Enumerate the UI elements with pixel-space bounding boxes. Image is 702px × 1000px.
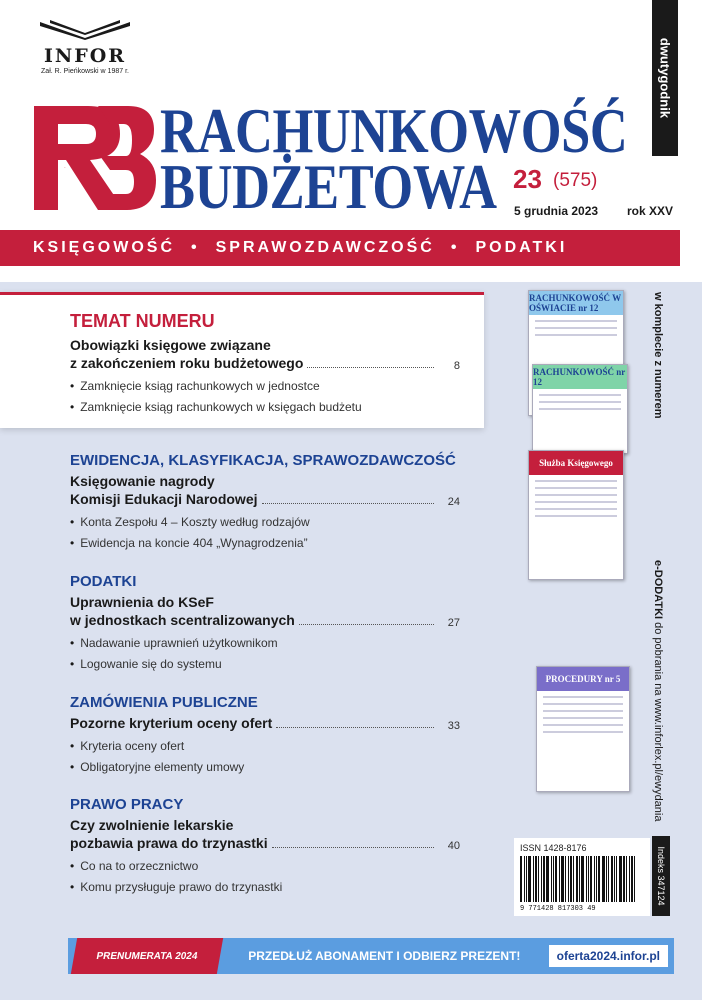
barcode-bar [629,856,630,902]
section-heading: EWIDENCJA, KLASYFIKACJA, SPRAWOZDAWCZOŚĆ [70,452,456,469]
supplement-thumb-procedury[interactable] [536,666,630,792]
band-item: PODATKI [475,239,568,256]
barcode-bar [568,856,569,902]
section-title-line2: Komisji Edukacji Narodowej [70,491,258,507]
issue-year: rok XXV [627,204,674,218]
section-title-line1: Czy zwolnienie lekarskie [70,817,234,833]
index-label: Indeks 347124 [656,846,666,906]
section-heading: PODATKI [70,573,137,590]
frequency-tab [652,0,678,156]
dot-leader [262,503,435,504]
feature-heading: TEMAT NUMERU [70,311,215,331]
barcode-bar [614,856,615,902]
barcode-bar [579,856,580,902]
barcode-bar [588,856,589,902]
band-item: SPRAWOZDAWCZOŚĆ [215,239,435,256]
bundle-label: w komplecie z numerem [652,292,664,419]
feature-article[interactable] [70,354,460,372]
section-heading: ZAMÓWIENIA PUBLICZNE [70,694,258,711]
section-ewidencja [70,452,460,550]
logo-letters: RB [64,168,66,169]
barcode-bar [559,856,560,902]
edodatki-rest: do pobrania na www.inforlex.pl/ewydania [652,619,664,822]
thumb-title: Służba Księgowego [529,451,623,475]
section-title-line2: Pozorne kryterium oceny ofert [70,715,273,731]
section-bullet: • Kryteria oceny ofert [70,739,460,753]
barcode-bar [581,856,584,902]
frequency-label: dwutygodnik [657,37,673,119]
section-bullet: • Co na to orzecznictwo [70,859,460,873]
barcode-bar [546,856,549,902]
section-heading: PRAWO PRACY [70,796,184,813]
index-tab [652,836,670,916]
section-article[interactable] [70,490,460,508]
barcode-bar [576,856,578,902]
barcode-bar [535,856,537,902]
edodatki-bold: e-DODATKI [652,560,664,620]
thumb-title: PROCEDURY nr 5 [537,667,629,691]
section-title-line1: Uprawnienia do KSeF [70,594,214,610]
masthead-title-line1: RACHUNKOWOŚĆ [160,95,628,166]
issue-sequence: (575) [553,170,598,191]
barcode [520,856,644,902]
section-article[interactable] [70,611,460,629]
topics-band [0,230,680,266]
publisher-logo [30,18,140,75]
feature-bullet: • Zamknięcie ksiąg rachunkowych w księgach budżetu [70,400,460,414]
section-podatki [70,573,460,671]
section-article[interactable] [70,714,460,732]
barcode-bar [524,856,525,902]
barcode-bar [586,856,587,902]
feature-panel [0,292,484,428]
section-article[interactable] [70,834,460,852]
issue-date: 5 grudnia 2023 [514,204,599,218]
barcode-bar [553,856,554,902]
band-separator: • [191,239,200,256]
section-page: 33 [447,720,460,732]
barcode-bar [573,856,574,902]
barcode-bar [551,856,552,902]
barcode-bar [598,856,600,902]
barcode-bar [590,856,592,902]
rb-logo-icon [28,98,158,218]
barcode-bar [611,856,613,902]
promo-text: PRZEDŁUŻ ABONAMENT I ODBIERZ PREZENT! [248,949,521,963]
barcode-bar [541,856,542,902]
barcode-bar [631,856,633,902]
barcode-bar [623,856,625,902]
section-bullet: • Konta Zespołu 4 – Koszty według rodzajów [70,515,460,529]
publisher-name: INFOR [43,45,127,67]
section-bullet: • Ewidencja na koncie 404 „Wynagrodzenia” [70,536,460,550]
barcode-bar [528,856,531,902]
feature-page: 8 [453,360,460,372]
barcode-bar [526,856,527,902]
supplement-thumb-rachunkowosc[interactable] [532,364,628,454]
section-bullet: • Logowanie się do systemu [70,657,460,671]
section-bullet: • Obligatoryjne elementy umowy [70,760,460,774]
dot-leader [276,727,434,728]
barcode-bar [538,856,539,902]
section-page: 40 [447,840,460,852]
section-page: 24 [447,496,460,508]
promo-banner[interactable] [68,938,674,974]
barcode-bar [520,856,522,902]
barcode-bar [602,856,605,902]
barcode-bar [634,856,635,902]
feature-title-line2: z zakończeniem roku budżetowego [70,355,304,371]
barcode-bar [555,856,557,902]
section-bullet: • Komu przysługuje prawo do trzynastki [70,880,460,894]
barcode-bar [596,856,597,902]
issn-barcode-box [514,838,650,916]
issn: ISSN 1428-8176 [520,843,587,853]
section-title-line1: Księgowanie nagrody [70,473,215,489]
section-prawo-pracy [70,796,460,894]
supplement-thumb-sluzba[interactable] [528,450,624,580]
barcode-bar [565,856,566,902]
barcode-bar [608,856,609,902]
dot-leader [299,624,434,625]
band-item: KSIĘGOWOŚĆ [33,239,176,256]
publisher-founded: Zał. R. Pieńkowski w 1987 r. [41,68,129,75]
barcode-bar [619,856,622,902]
barcode-digits: 9 771428 817303 49 [520,905,596,913]
section-title-line2: w jednostkach scentralizowanych [70,612,295,628]
section-bullet: • Nadawanie uprawnień użytkownikom [70,636,460,650]
band-separator: • [450,239,460,256]
feature-title-line1: Obowiązki księgowe związane [70,337,271,353]
section-page: 27 [447,617,460,629]
promo-label: PRENUMERATA 2024 [71,938,223,974]
barcode-bar [533,856,534,902]
barcode-bar [616,856,617,902]
barcode-bar [594,856,595,902]
section-title-line2: pozbawia prawa do trzynastki [70,835,268,851]
dot-leader [272,847,434,848]
barcode-bar [543,856,545,902]
edodatki-label [652,560,664,821]
barcode-bar [570,856,572,902]
barcode-bar [626,856,627,902]
promo-url[interactable]: oferta2024.infor.pl [549,945,668,967]
thumb-title: RACHUNKOWOŚĆ W OŚWIACIE nr 12 [529,293,622,313]
thumb-title: RACHUNKOWOŚĆ nr 12 [533,367,626,387]
book-wings-icon [35,18,135,40]
masthead-title-line2: BUDŻETOWA [160,151,497,222]
section-zamowienia [70,694,460,774]
dot-leader [307,367,434,368]
feature-bullet: • Zamknięcie ksiąg rachunkowych w jednostce [70,379,460,393]
issue-number: 23 [513,164,542,194]
barcode-bar [561,856,564,902]
barcode-bar [606,856,607,902]
